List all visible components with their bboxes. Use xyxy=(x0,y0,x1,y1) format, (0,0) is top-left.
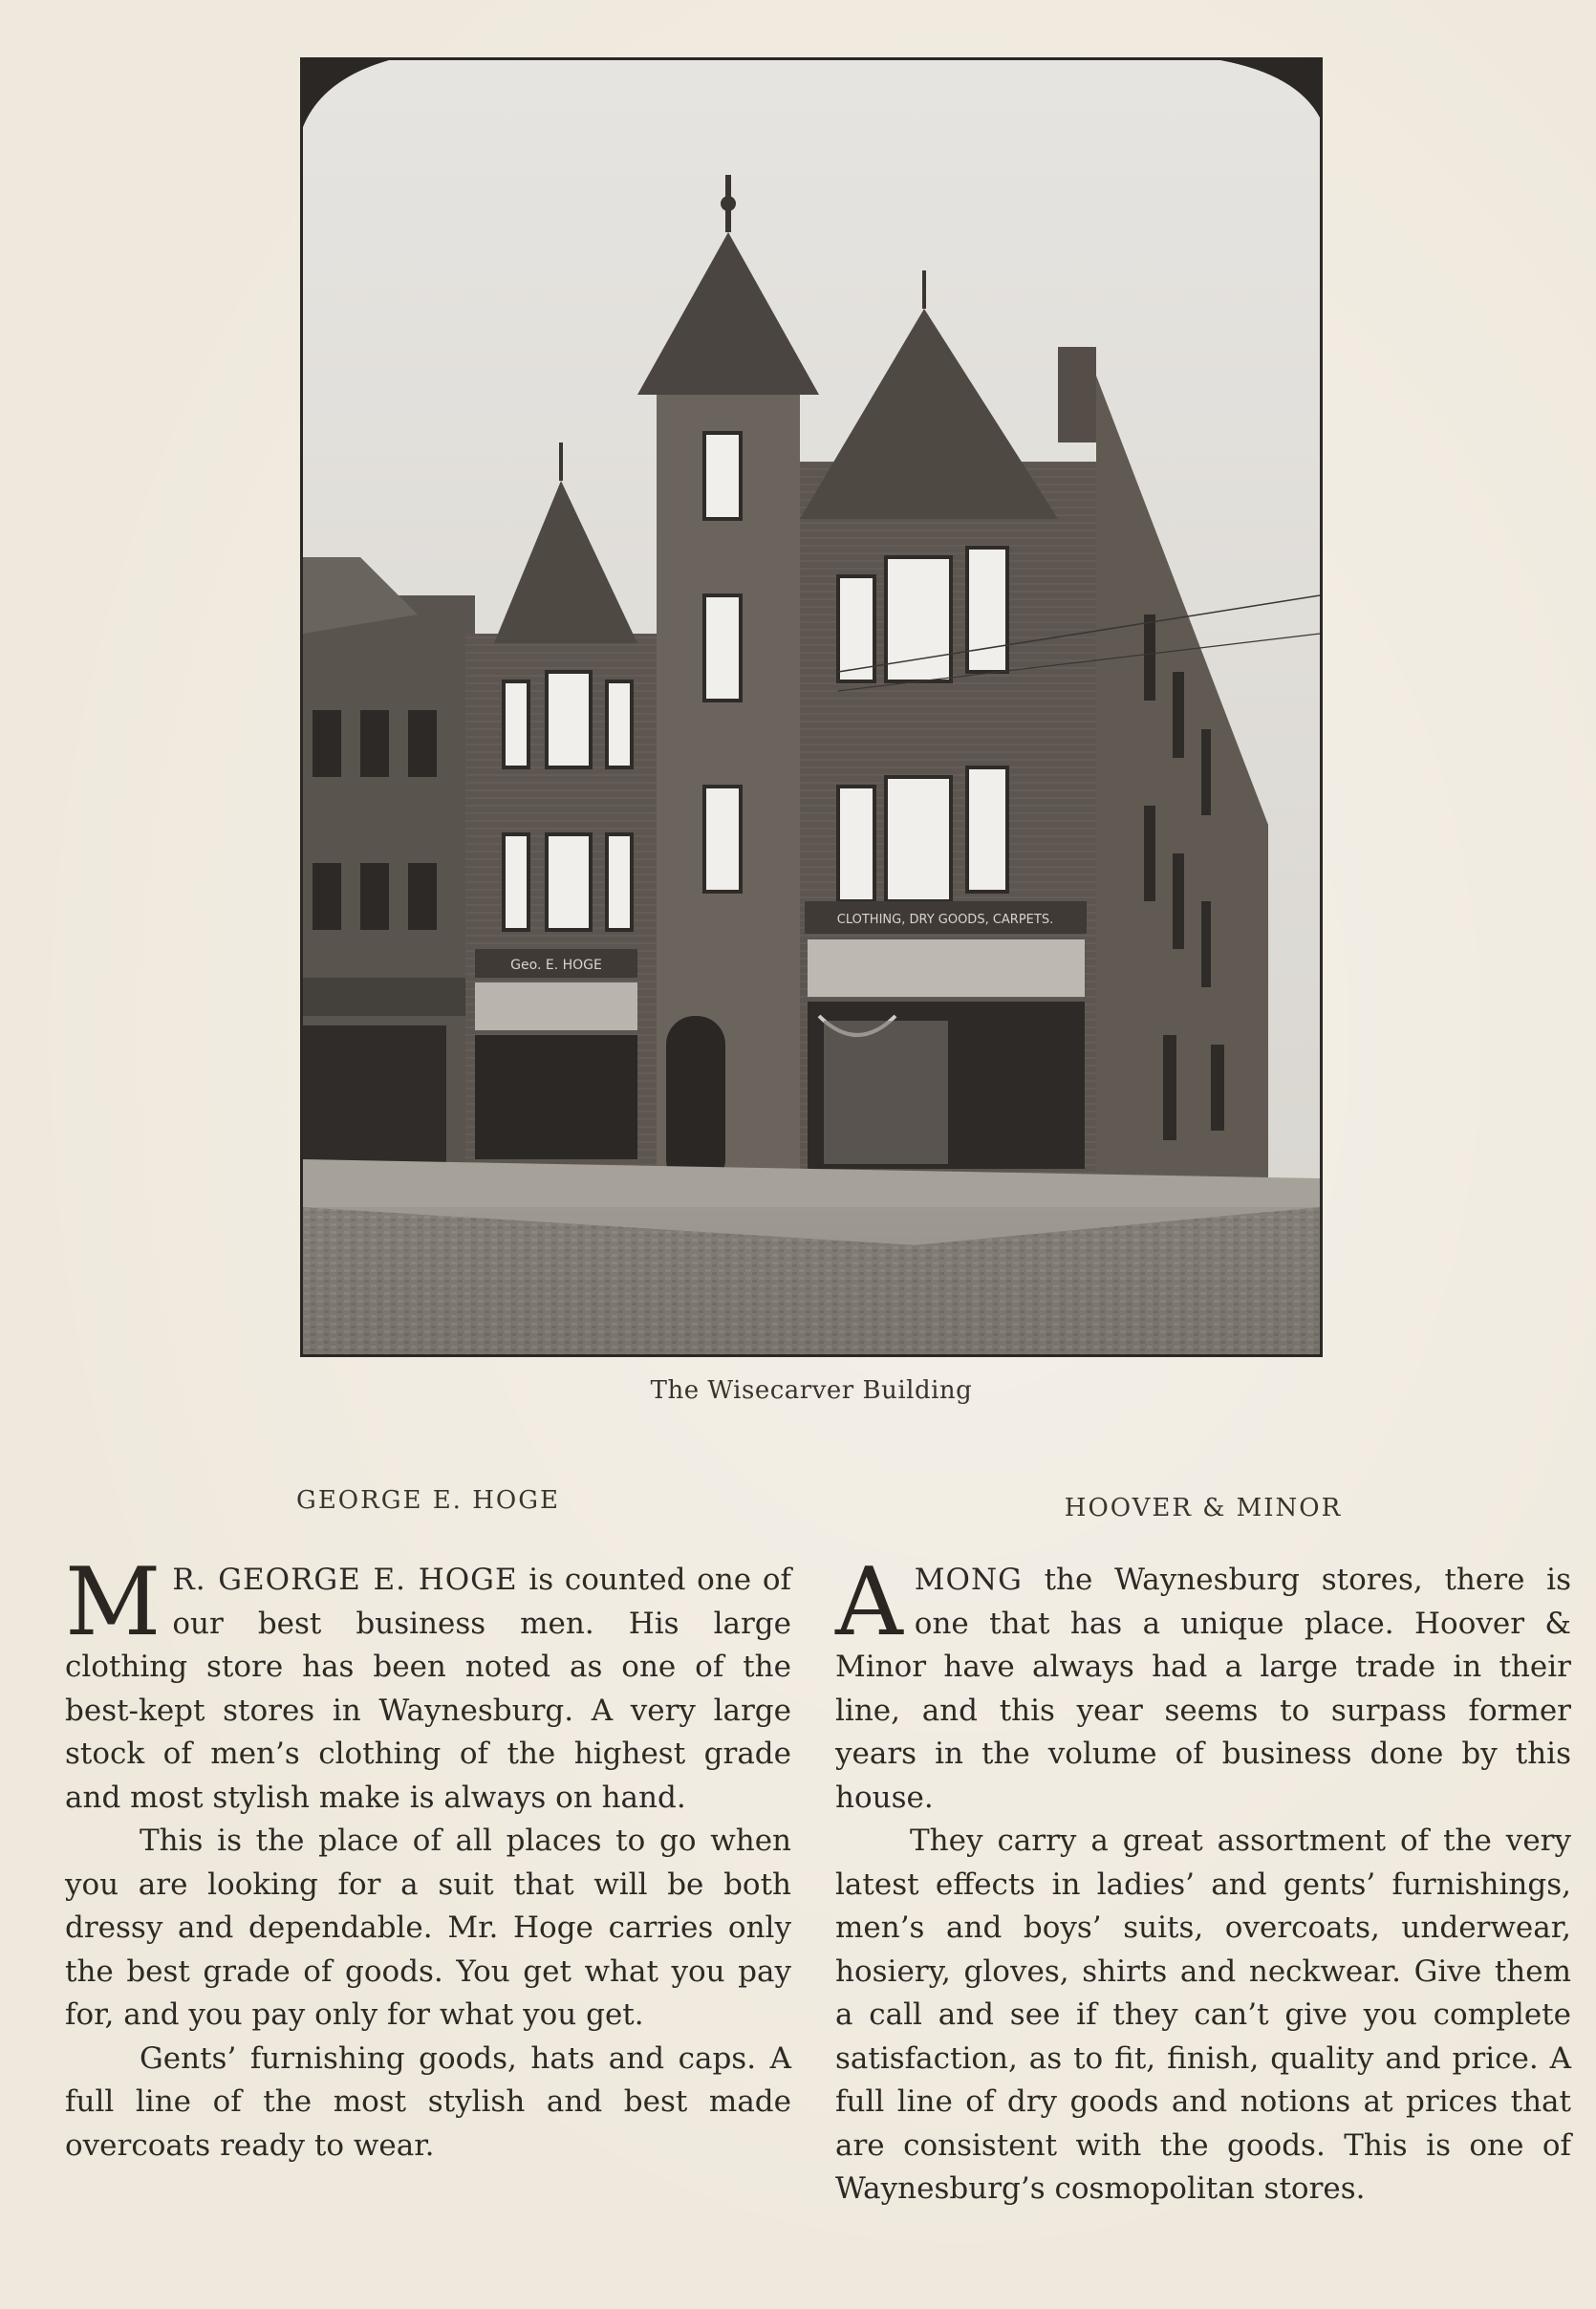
paragraph-rest: the Waynesburg stores, there is one that has a unique place. Hoover & Minor have always had a large trade in their line, and this year seems to surpass former years in the volume of business done by this house. xyxy=(835,1563,1571,1815)
sign-right-text: CLOTHING, DRY GOODS, CARPETS. xyxy=(836,913,1054,927)
drop-cap: M xyxy=(65,1548,162,1657)
article-paragraph: They carry a great assortment of the very latest effects in ladies’ and gents’ furnishings, men’s and boys’ suits, overcoats, underwear, hosiery, gloves, shirts and neckwear. Give them a call and see if they can’t give you complete satisfaction, as to fit, finish, quality and price. A full line of dry goods and notions at prices that are consistent with the goods. This is one of Waynesburg’s cosmopolitan stores. xyxy=(835,1823,1571,2206)
building-illustration xyxy=(303,60,1320,1354)
article-paragraph xyxy=(65,1548,791,1820)
article-paragraph: This is the place of all places to go when you are looking for a suit that will be both dressy and dependable. Mr. Hoge carries only the best grade of goods. You get what you pay for, and you pay only for what you get. xyxy=(65,1823,791,2032)
lead-caps: R. GEORGE E. HOGE xyxy=(172,1563,518,1597)
article-hoover-minor xyxy=(835,1486,1571,2212)
article-heading: HOOVER & MINOR xyxy=(1064,1494,1343,1522)
lead-caps: MONG xyxy=(914,1563,1023,1597)
article-george-hoge xyxy=(65,1486,791,2168)
article-heading: GEORGE E. HOGE xyxy=(296,1486,560,1515)
sign-left-text: Geo. E. HOGE xyxy=(510,958,602,973)
article-body xyxy=(65,1548,791,2168)
article-paragraph xyxy=(835,1548,1571,1820)
article-body xyxy=(835,1548,1571,2212)
article-paragraph: Gents’ furnishing goods, hats and caps. A full line of the most stylish and best made overcoats ready to wear. xyxy=(65,2040,791,2163)
paragraph-rest: is counted one of our best business men. His large clothing store has been noted as one of the best-kept stores in Waynesburg. A very large stock of men’s clothing of the highest grade and most stylish make is always on hand. xyxy=(65,1563,791,1815)
photo-caption: The Wisecarver Building xyxy=(650,1376,973,1405)
drop-cap: A xyxy=(835,1548,903,1657)
wisecarver-building-photo xyxy=(300,57,1323,1357)
